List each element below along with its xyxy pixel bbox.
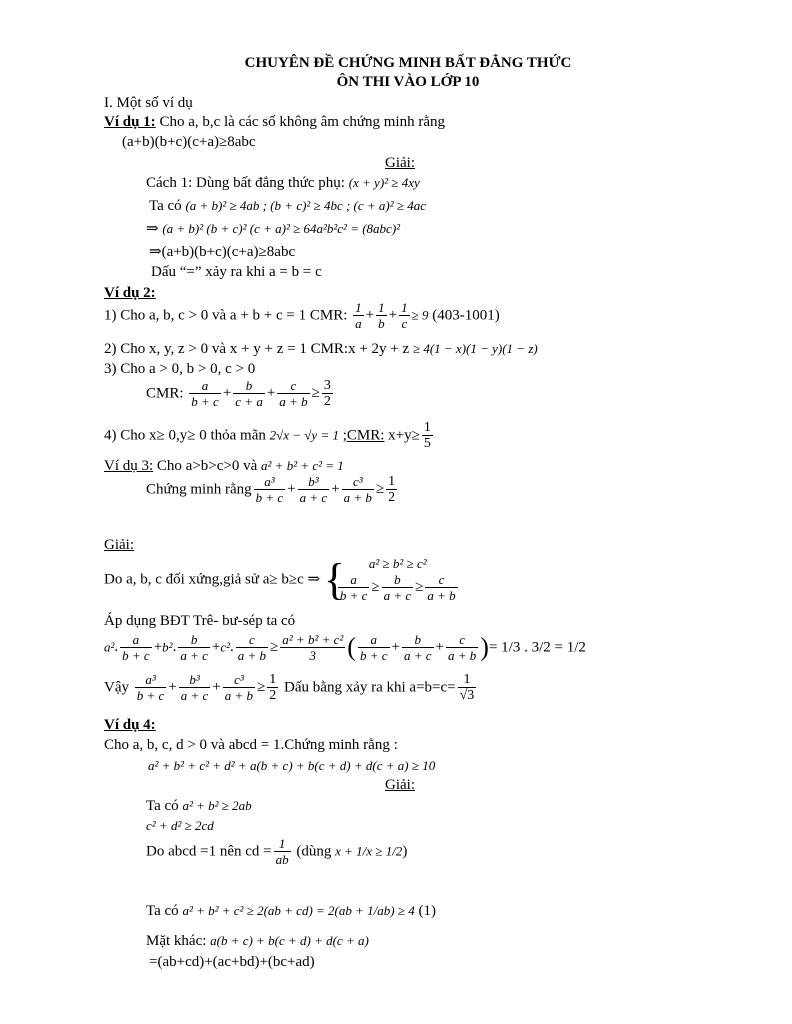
- method-line: [146, 174, 420, 192]
- solution-label: Giải:: [104, 537, 134, 553]
- proof-line-2: [146, 220, 400, 238]
- fraction: $\frac{a}{b + c}$: [359, 632, 388, 663]
- system-row-2: $\frac{a}{b + c}$ ≥ $\frac{b}{a + c}$ ≥ $\frac{c}{a + b}$: [339, 572, 456, 603]
- proof-line-3: [146, 836, 407, 867]
- proof-prefix: Ta có: [146, 798, 183, 814]
- fraction: $\frac{1}{b}$: [378, 300, 385, 331]
- fraction: $\frac{1}{5}$: [423, 420, 431, 451]
- problem-2-3-cmr: CMR: $\frac{a}{b + c}$ + $\frac{b}{c + a}$ + $\frac{c}{a + b}$ ≥ $\frac{3}{2}$: [146, 378, 331, 409]
- proof-math: a² + b² + c² ≥ 2(ab + cd) = 2(ab + 1/ab) ≥ 4: [182, 903, 415, 918]
- symmetry-text: Do a, b, c đối xứng,giả sử a≥ b≥c ⇒: [104, 571, 321, 588]
- hint-math: x + 1/x ≥ 1/2: [335, 843, 403, 859]
- fraction: $\frac{\text{a³}}{b + c}$: [136, 672, 165, 703]
- fraction: $\frac{\text{a³}}{b + c}$: [255, 474, 284, 505]
- example-4-text: Cho a, b, c, d > 0 và abcd = 1.Chứng minh rằng :: [104, 737, 398, 753]
- problem-2-2: [104, 340, 538, 358]
- cmr-label: ;CMR:: [342, 427, 385, 444]
- solution-label: Giải:: [385, 155, 415, 171]
- doc-title-line1: CHUYÊN ĐỀ CHỨNG MINH BẤT ĐẲNG THỨC: [244, 55, 572, 71]
- fraction: $\frac{\text{c³}}{a + b}$: [224, 672, 254, 703]
- proof-math: (a + b)² ≥ 4ab ; (b + c)² ≥ 4bc ; (c + a)² ≥ 4ac: [185, 198, 427, 213]
- problem-text: 2) Cho x, y, z > 0 và x + y + z = 1 CMR:x + 2y + z: [104, 341, 413, 357]
- fraction: $\frac{a}{b + c}$: [122, 632, 150, 663]
- fraction: $\frac{a}{b + c}$: [339, 572, 368, 603]
- example-3-prove: Chứng minh rằng $\frac{\text{a³}}{b + c}$ + $\frac{\text{b³}}{a + c}$ + $\frac{\text{c³}}{a + b}$ ≥ $\frac{1}{2}$: [146, 474, 396, 505]
- proof-prefix: Ta có: [149, 198, 186, 214]
- fraction: $\frac{b}{a + c}$: [403, 632, 432, 663]
- proof-line-1: [146, 797, 252, 815]
- method-text: Cách 1: Dùng bất đẳng thức phụ:: [146, 175, 349, 191]
- inequality-system: [324, 556, 460, 603]
- proof-math: (a + b)² (b + c)² (c + a)² ≥ 64a²b²c² = (8abc)²: [162, 221, 401, 236]
- problem-text: 4) Cho x≥ 0,y≥ 0 thỏa mãn: [104, 427, 270, 444]
- fraction: $\frac{b}{a + c}$: [180, 632, 208, 663]
- hint-close: ): [402, 843, 408, 860]
- example-3-statement: [104, 457, 344, 475]
- chebyshev-result: = 1/3 . 3/2 = 1/2: [488, 639, 586, 656]
- chebyshev-inequality: a². $\frac{a}{b + c}$ +b². $\frac{b}{a + c}$ +c². $\frac{c}{a + b}$ ≥ $\frac{\text{a² + b² + c²}}{3}$ ( $\frac{a}{b + c}$ + $\frac{b}{a + c}$ + $\frac{c}{a + b}$ )= 1/3 . 3/2 = 1/2: [104, 632, 586, 663]
- doc-title-line2: ÔN THI VÀO LỚP 10: [336, 74, 480, 90]
- fraction: $\frac{b}{a + c}$: [383, 572, 412, 603]
- implies-symbol: ⇒: [146, 221, 163, 237]
- equation-number: (1): [414, 903, 436, 919]
- fraction: $\frac{\text{a² + b² + c²}}{3}$: [282, 632, 344, 663]
- fraction: $\frac{\text{c³}}{a + b}$: [343, 474, 372, 505]
- fraction: $\frac{b}{c + a}$: [235, 378, 263, 409]
- problem-2-3: 3) Cho a > 0, b > 0, c > 0: [104, 361, 256, 377]
- fraction: $\frac{1}{ab}$: [275, 836, 289, 867]
- fraction: $\frac{1}{a}$: [355, 300, 362, 331]
- problem-math: 2√x − √y = 1: [269, 427, 339, 443]
- problem-2-1: 1) Cho a, b, c > 0 và a + b + c = 1 CMR: $\frac{1}{a}$ + $\frac{1}{b}$ + $\frac{1}{c}$ ≥ 9 (403-1001): [104, 300, 500, 331]
- example-1-inequality: (a+b)(b+c)(c+a)≥8abc: [122, 134, 256, 150]
- aux-inequality: (x + y)² ≥ 4xy: [348, 175, 420, 190]
- prove-text: Chứng minh rằng: [146, 481, 252, 498]
- example-3-text: Cho a>b>c>0 và: [153, 458, 262, 474]
- proof-text: Do abcd =1 nên cd =: [146, 843, 272, 860]
- problem-text: x+y≥: [384, 427, 420, 444]
- hint-text: (dùng: [292, 843, 336, 860]
- example-2-label: Ví dụ 2:: [104, 285, 156, 301]
- proof-line-3: ⇒(a+b)(b+c)(c+a)≥8abc: [149, 244, 296, 260]
- section-heading: I. Một số ví dụ: [104, 95, 193, 111]
- proof-prefix: Mặt khác:: [146, 933, 211, 949]
- fraction: $\frac{a}{b + c}$: [191, 378, 219, 409]
- example-4-inequality: a² + b² + c² + d² + a(b + c) + b(c + d) + d(c + a) ≥ 10: [148, 758, 436, 773]
- proof-line-5: [146, 932, 369, 950]
- example-4-label: Ví dụ 4:: [104, 717, 156, 733]
- proof-line-6: =(ab+cd)+(ac+bd)+(bc+ad): [149, 954, 315, 970]
- fraction: $\frac{1}{c}$: [401, 300, 408, 331]
- proof-math: a(b + c) + b(c + d) + d(c + a): [210, 933, 369, 948]
- problem-2-4: [104, 420, 435, 451]
- equality-condition: Dấu “=” xảy ra khi a = b = c: [151, 264, 322, 280]
- example-1-statement: [104, 113, 445, 131]
- fraction: $\frac{3}{2}$: [323, 378, 331, 409]
- fraction: $\frac{c}{a + b}$: [427, 572, 456, 603]
- example-3-label: Ví dụ 3:: [104, 458, 154, 474]
- problem-math: ≥ 4(1 − x)(1 − y)(1 − z): [412, 341, 538, 356]
- example-1-text: Cho a, b,c là các số không âm chứng minh rằng: [155, 114, 445, 130]
- left-brace-icon: {: [323, 555, 345, 604]
- problem-math: ≥ 9: [411, 307, 429, 323]
- fraction: $\frac{1}{2}$: [269, 672, 277, 703]
- fraction: $\frac{\text{b³}}{a + c}$: [180, 672, 209, 703]
- proof-prefix: Ta có: [146, 903, 183, 919]
- fraction: $\frac{c}{a + b}$: [279, 378, 308, 409]
- symmetry-line: [104, 556, 460, 603]
- proof-math: a² + b² ≥ 2ab: [182, 798, 252, 813]
- cmr-label: CMR:: [146, 385, 188, 402]
- fraction: $\frac{c}{a + b}$: [237, 632, 267, 663]
- fraction: $\frac{\text{b³}}{a + c}$: [299, 474, 328, 505]
- conclusion-text: Dấu bằng xảy ra khi a=b=c=: [280, 679, 456, 696]
- proof-line-1: [149, 197, 426, 215]
- conclusion-line: Vậy $\frac{\text{a³}}{b + c}$ + $\frac{\text{b³}}{a + c}$ + $\frac{\text{c³}}{a + b}$ ≥ $\frac{1}{2}$ Dấu bằng xảy ra khi a=b=c= $\frac{1}{√3}$: [104, 672, 475, 703]
- fraction: $\frac{c}{a + b}$: [448, 632, 477, 663]
- proof-line-2: c² + d² ≥ 2cd: [146, 818, 214, 833]
- system-row-1: a² ≥ b² ≥ c²: [368, 556, 427, 571]
- example-1-label: Ví dụ 1:: [104, 114, 156, 130]
- problem-reference: (403-1001): [428, 307, 500, 324]
- condition-math: a² + b² + c² = 1: [261, 458, 344, 473]
- chebyshev-line: Áp dụng BĐT Trê- bư-sép ta có: [104, 613, 296, 629]
- fraction: $\frac{1}{2}$: [388, 474, 396, 505]
- proof-line-4: [146, 902, 436, 920]
- fraction: $\frac{1}{√3}$: [459, 672, 475, 703]
- problem-text: 1) Cho a, b, c > 0 và a + b + c = 1 CMR:: [104, 307, 352, 324]
- solution-label: Giải:: [385, 777, 415, 793]
- conclusion-prefix: Vậy: [104, 679, 133, 696]
